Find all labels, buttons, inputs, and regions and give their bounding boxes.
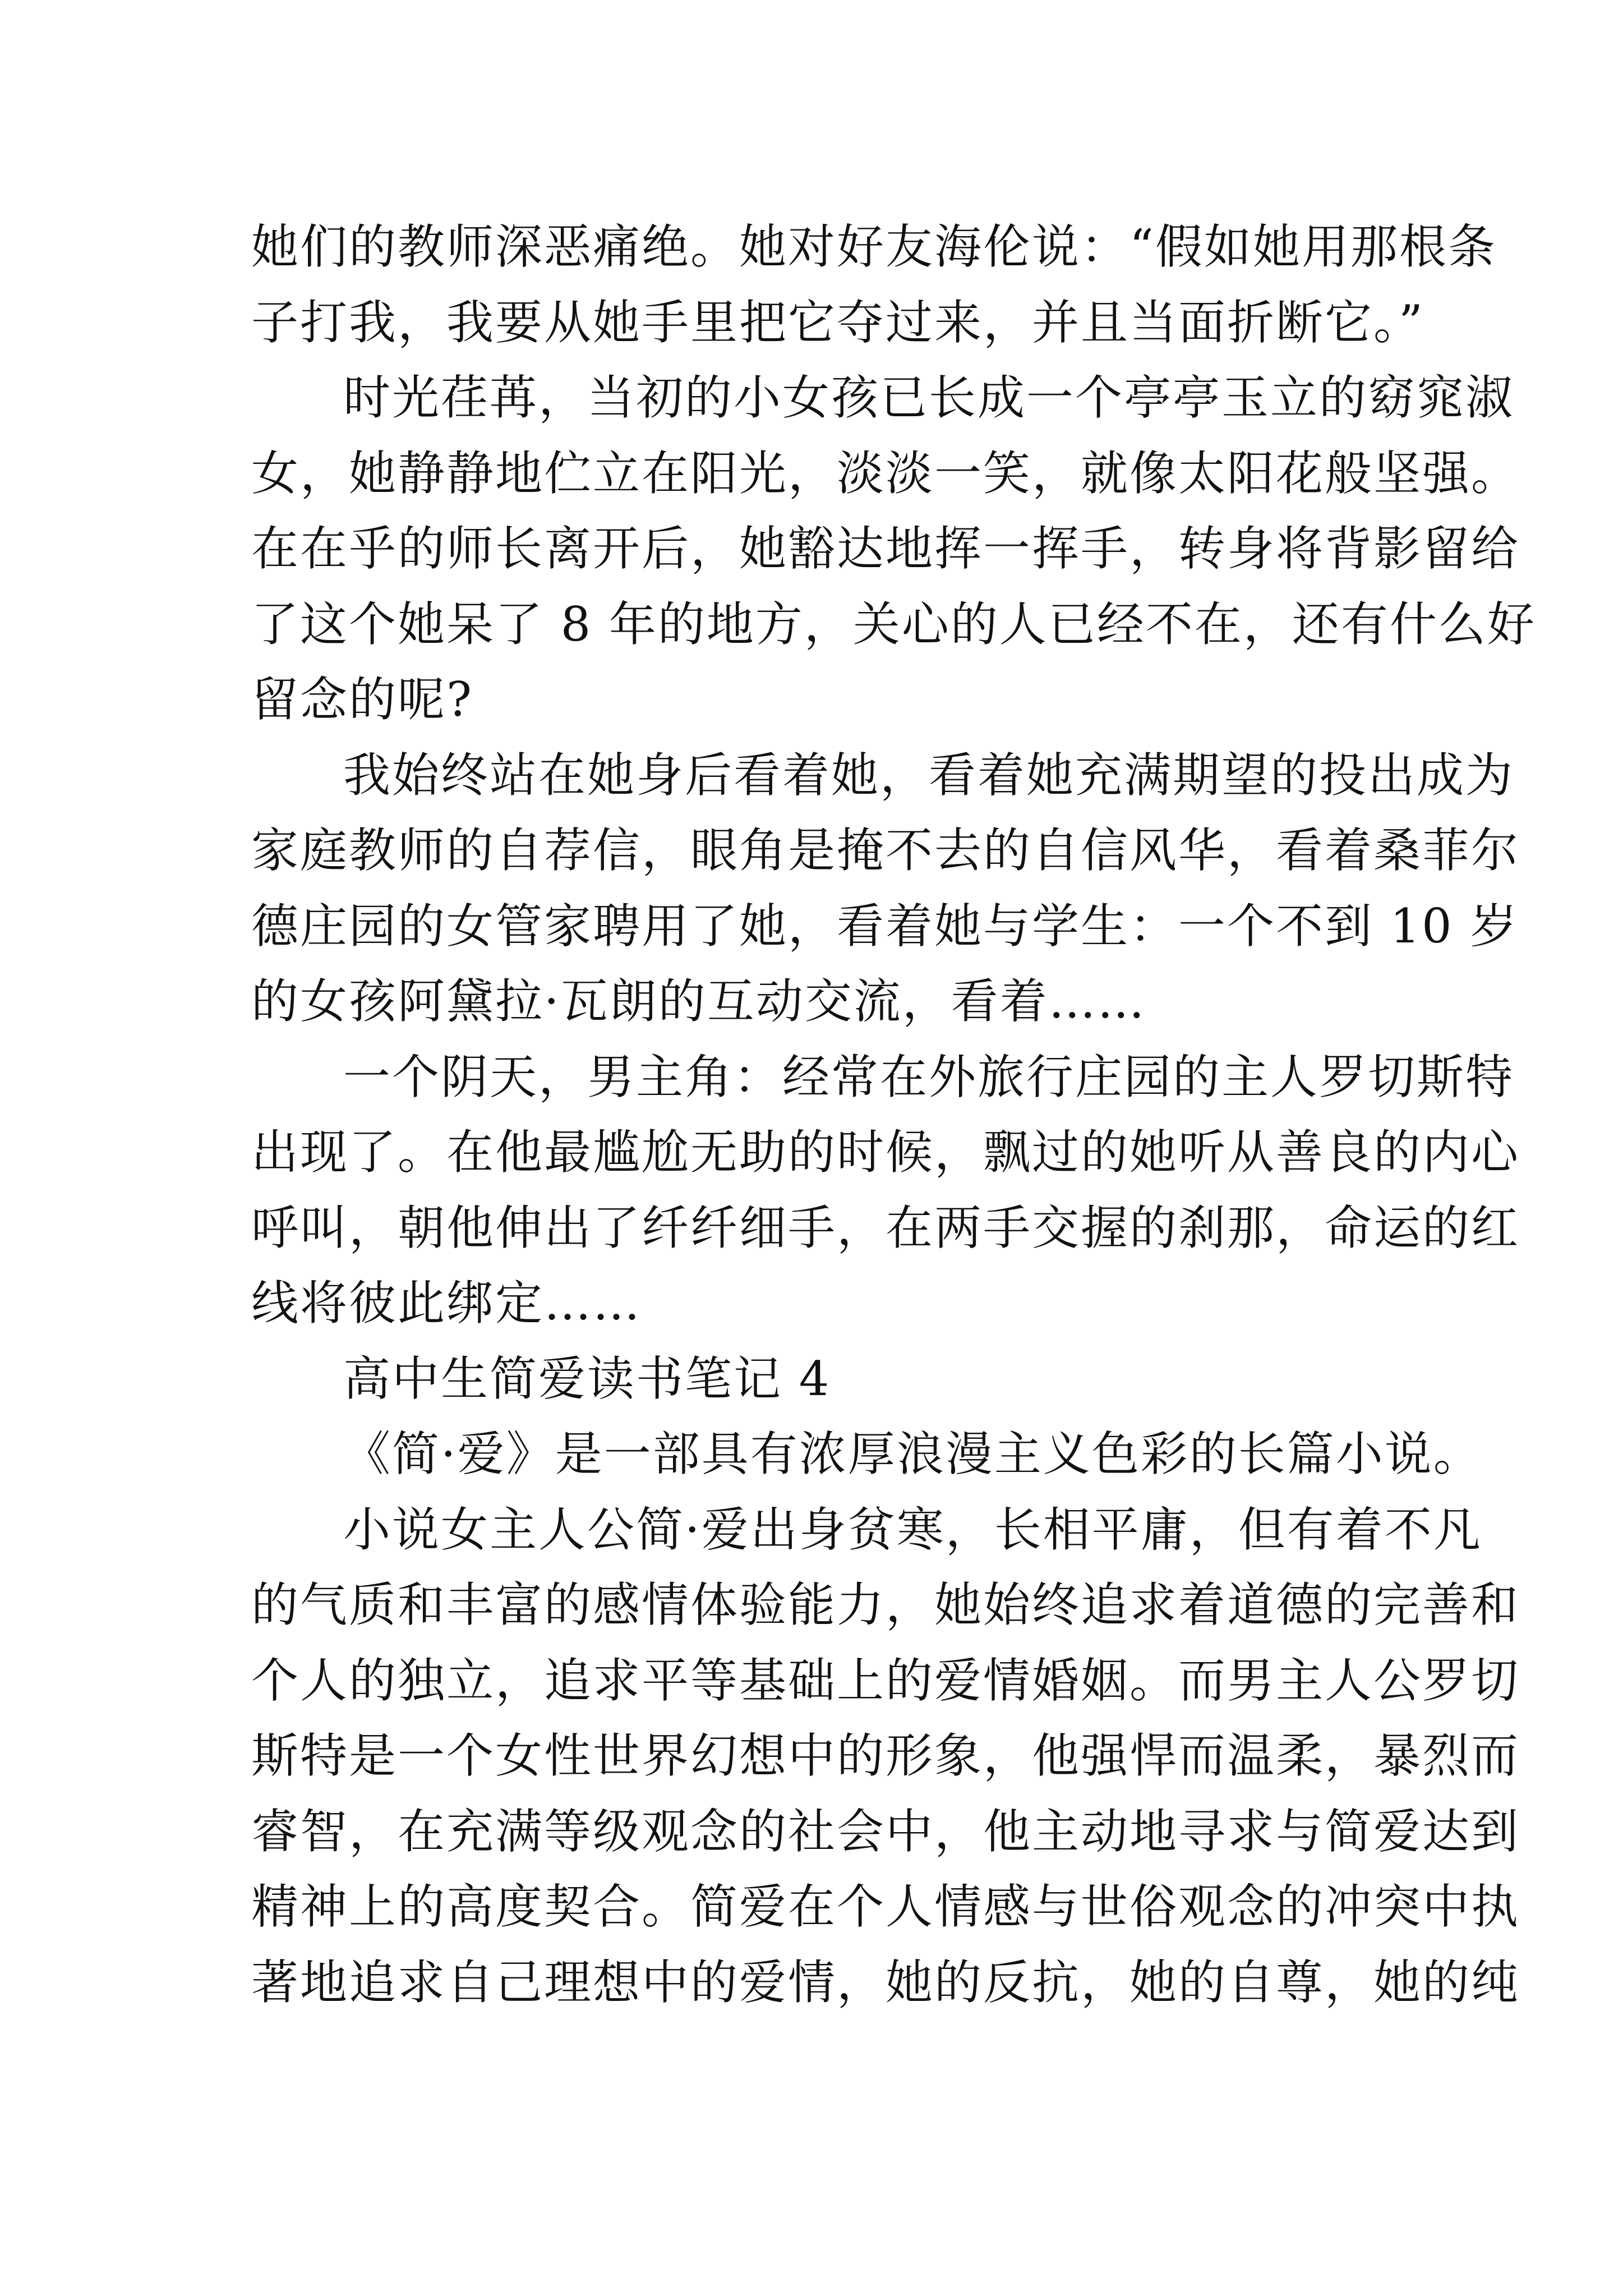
text-line: 个人的独立，追求平等基础上的爱情婚姻。而男主人公罗切	[251, 1653, 1520, 1708]
section-heading: 高中生简爱读书笔记 4	[343, 1351, 831, 1406]
text-line: 线将彼此绑定……	[251, 1276, 642, 1331]
text-line: 斯特是一个女性世界幻想中的形象，他强悍而温柔，暴烈而	[251, 1728, 1520, 1783]
text-line: 女，她静静地伫立在阳光，淡淡一笑，就像太阳花般坚强。	[251, 445, 1520, 501]
text-line: 小说女主人公简·爱出身贫寒，长相平庸，但有着不凡	[343, 1502, 1482, 1557]
text-line: 家庭教师的自荐信，眼角是掩不去的自信风华，看着桑菲尔	[251, 823, 1520, 878]
text-line: 的女孩阿黛拉·瓦朗的互动交流，看着……	[251, 974, 1146, 1029]
text-line: 睿智，在充满等级观念的社会中，他主动地寻求与简爱达到	[251, 1803, 1520, 1859]
text-line: 子打我，我要从她手里把它夺过来，并且当面折断它。”	[251, 295, 1424, 350]
text-line: 出现了。在他最尴尬无助的时候，飘过的她听从善良的内心	[251, 1125, 1520, 1180]
text-line: 的气质和丰富的感情体验能力，她始终追求着道德的完善和	[251, 1577, 1520, 1632]
body-text	[251, 209, 1536, 2020]
text-line: 在在乎的师长离开后，她豁达地挥一挥手，转身将背影留给	[251, 521, 1520, 576]
text-line: 德庄园的女管家聘用了她，看着她与学生：一个不到 10 岁	[251, 898, 1519, 954]
text-line: 一个阴天，男主角：经常在外旅行庄园的主人罗切斯特	[343, 1049, 1515, 1105]
text-line: 呼叫，朝他伸出了纤纤细手，在两手交握的刹那，命运的红	[251, 1200, 1520, 1255]
text-line: 了这个她呆了 8 年的地方，关心的人已经不在，还有什么好	[251, 596, 1536, 652]
text-line: 精神上的高度契合。简爱在个人情感与世俗观念的冲突中执	[251, 1879, 1520, 1934]
text-line: 我始终站在她身后看着她，看着她充满期望的投出成为	[343, 747, 1515, 803]
text-line: 留念的呢?	[251, 672, 474, 727]
text-line: 她们的教师深恶痛绝。她对好友海伦说：“假如她用那根条	[251, 219, 1497, 274]
text-line: 《简·爱》是一部具有浓厚浪漫主义色彩的长篇小说。	[343, 1427, 1482, 1481]
text-line: 时光荏苒，当初的小女孩已长成一个亭亭玉立的窈窕淑	[343, 370, 1515, 425]
text-line: 著地追求自己理想中的爱情，她的反抗，她的自尊，她的纯	[251, 1954, 1520, 2010]
